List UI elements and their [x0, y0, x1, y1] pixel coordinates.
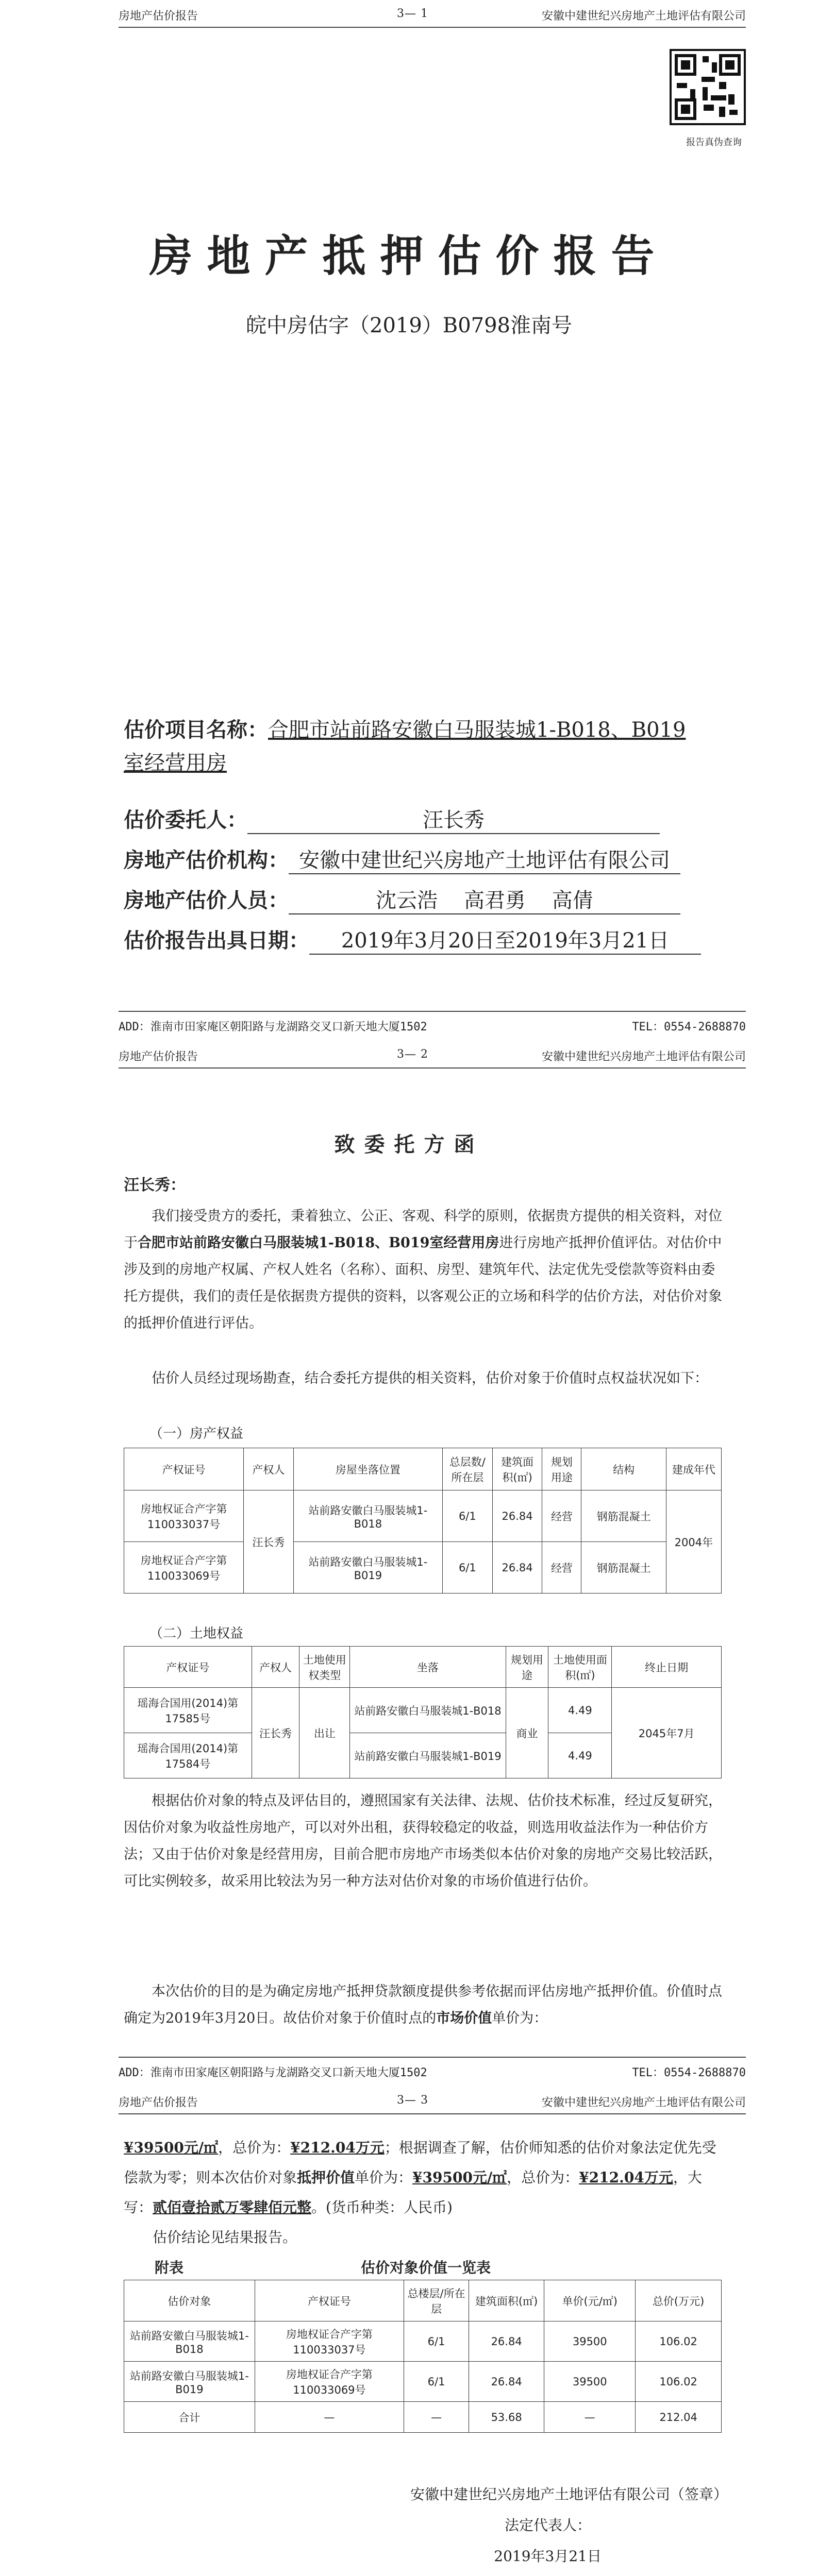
mortgage-unit-price: ¥39500元/㎡ — [412, 2169, 507, 2186]
letter-page — [0, 1041, 818, 2087]
report-date-label: 估价报告出具日期： — [124, 928, 309, 953]
agency-value: 安徽中建世纪兴房地产土地评估有限公司 — [289, 844, 680, 874]
value-summary-table: 估价对象 产权证号 总楼层/所在层 建筑面积(㎡) 单价(元/㎡) 总价(万元) 站前路安徽白马服装城1-B018 房地权证合产字第110033037号 6/1 26.84 39500 106.02 站前路安徽白马服装城1-B019 房地权证合产字第110033069号 6/1 26.84 39500 106.02 合计 — — 53.68 — 212.04 — [124, 2280, 722, 2433]
header-title: 房地产估价报告 — [119, 2096, 198, 2109]
market-value-label: 市场价值 — [436, 2010, 492, 2026]
signing-company: 安徽中建世纪兴房地产土地评估有限公司（签章） — [410, 2486, 728, 2503]
market-unit-price: ¥39500元/㎡ — [124, 2139, 219, 2156]
qr-code[interactable] — [670, 49, 746, 125]
header-title: 房地产估价报告 — [119, 1050, 198, 1063]
valuation-result-text: ¥39500元/㎡，总价为：¥212.04万元；根据调查了解，估价师知悉的估价对象法定优先受偿款为零；则本次估价对象抵押价值单价为：¥39500元/㎡，总价为：¥212.04万元，大写：贰佰壹拾贰万零肆佰元整。(货币种类：人民币) 估价结论见结果报告。 — [124, 2133, 722, 2252]
table-row: 瑶海合国用(2014)第17585号 汪长秀 出让 站前路安徽白马服装城1-B018 商业 4.49 2045年7月 — [124, 1688, 722, 1733]
client-label: 估价委托人： — [124, 808, 247, 832]
client-field — [124, 804, 660, 834]
table-row: 房地权证合产字第110033069号 站前路安徽白马服装城1-B019 6/1 26.84 经营 钢筋混凝土 — [124, 1542, 722, 1594]
result-page — [0, 2087, 818, 2576]
legal-representative: 法定代表人： — [504, 2517, 591, 2534]
appendix-label: 附表 — [155, 2259, 184, 2276]
header-page-number: 3— 2 — [397, 1048, 428, 1061]
appraisers-label: 房地产估价人员： — [124, 888, 289, 912]
appraisers-value: 沈云浩 高君勇 高倩 — [289, 884, 680, 914]
mortgage-total-price: ¥212.04万元 — [579, 2169, 673, 2186]
letter-paragraph-1: 我们接受贵方的委托，秉着独立、公正、客观、科学的原则，依据贵方提供的相关资料，对位于合肥市站前路安徽白马服装城1-B018、B019室经营用房进行房地产抵押价值评估。对估价中涉及到的房地产权属、产权人姓名（名称）、面积、房型、建筑年代、法定优先受偿款等资料由委托方提供，我们的责任是依据贵方提供的资料，以客观公正的立场和科学的估价方法，对估价对象的抵押价值进行评估。 — [124, 1208, 722, 1331]
page-footer — [119, 1011, 746, 1033]
footer-tel: TEL：0554-2688870 — [632, 1021, 746, 1033]
footer-address: ADD：淮南市田家庵区朝阳路与龙湖路交叉口新天地大厦1502 — [119, 1021, 427, 1033]
signing-date: 2019年3月21日 — [494, 2548, 602, 2565]
report-number: 皖中房估字（2019）B0798淮南号 — [246, 314, 572, 337]
letter-salutation: 汪长秀： — [124, 1176, 186, 1194]
house-rights-table: 产权证号 产权人 房屋坐落位置 总层数/所在层 建筑面积(㎡) 规划用途 结构 建成年代 房地权证合产字第110033037号 汪长秀 站前路安徽白马服装城1-B018 6/1 26.84 经营 钢筋混凝土 2004年 房地权证合产字第110033069号 站前路安徽白马服装城1-B019 6/1 26.84 经营 钢筋混凝土 — [124, 1448, 722, 1594]
letter-title: 致委托方函 — [334, 1132, 484, 1157]
qr-caption: 报告真伪查询 — [686, 137, 742, 148]
table-row: 瑶海合国用(2014)第17584号 站前路安徽白马服装城1-B019 4.49 — [124, 1733, 722, 1778]
page-header — [119, 1041, 746, 1069]
page-footer — [119, 2057, 746, 2079]
project-name-field — [124, 714, 696, 779]
header-title: 房地产估价报告 — [119, 10, 198, 23]
agency-field — [124, 844, 680, 874]
footer-address: ADD：淮南市田家庵区朝阳路与龙湖路交叉口新天地大厦1502 — [119, 2066, 427, 2079]
report-date-value: 2019年3月20日至2019年3月21日 — [309, 924, 701, 955]
cover-page — [0, 0, 818, 1041]
header-page-number: 3— 3 — [397, 2094, 428, 2107]
summary-table-title: 估价对象价值一览表 — [361, 2259, 491, 2276]
header-company: 安徽中建世纪兴房地产土地评估有限公司 — [541, 10, 746, 23]
table-row: 站前路安徽白马服装城1-B018 房地权证合产字第110033037号 6/1 26.84 39500 106.02 — [124, 2321, 722, 2362]
property-name: 合肥市站前路安徽白马服装城1-B018、B019室经营用房 — [138, 1235, 499, 1251]
section-land-rights: （二）土地权益 — [149, 1626, 244, 1641]
letter-paragraph-2: 估价人员经过现场勘查，结合委托方提供的相关资料，估价对象于价值时点权益状况如下： — [152, 1370, 708, 1386]
report-title: 房地产抵押估价报告 — [149, 230, 669, 281]
report-date-field — [124, 924, 701, 955]
header-company: 安徽中建世纪兴房地产土地评估有限公司 — [541, 1050, 746, 1063]
header-company: 安徽中建世纪兴房地产土地评估有限公司 — [541, 2096, 746, 2109]
table-total-row: 合计 — — 53.68 — 212.04 — [124, 2402, 722, 2433]
table-row: 站前路安徽白马服装城1-B019 房地权证合产字第110033069号 6/1 26.84 39500 106.02 — [124, 2362, 722, 2402]
total-in-words: 贰佰壹拾贰万零肆佰元整 — [153, 2199, 312, 2216]
appraisers-field — [124, 884, 680, 914]
project-name-label: 估价项目名称： — [124, 718, 268, 742]
client-value: 汪长秀 — [247, 804, 660, 834]
page-header — [119, 0, 746, 28]
letter-paragraph-3: 根据估价对象的特点及评估目的，遵照国家有关法律、法规、估价技术标准，经过反复研究，因估价对象为收益性房地产，可以对外出租，获得较稳定的收益，则选用收益法作为一种估价方法；又由于估价对象是经营用房，目前合肥市房地产市场类似本估价对象的房地产交易比较活跃，可比实例较多，故采用比较法为另一种方法对估价对象的市场价值进行估价。 — [124, 1793, 722, 1889]
mortgage-value-label: 抵押价值 — [297, 2169, 355, 2186]
project-name-value: 合肥市站前路安徽白马服装城1-B018、B019室经营用房 — [124, 718, 686, 775]
table-row: 房地权证合产字第110033037号 汪长秀 站前路安徽白马服装城1-B018 6/1 26.84 经营 钢筋混凝土 2004年 — [124, 1490, 722, 1542]
header-page-number: 3— 1 — [397, 7, 428, 20]
land-rights-table: 产权证号 产权人 土地使用权类型 坐落 规划用途 土地使用面积(㎡) 终止日期 瑶海合国用(2014)第17585号 汪长秀 出让 站前路安徽白马服装城1-B018 商业 4.49 2045年7月 瑶海合国用(2014)第17584号 站前路安徽白马服装城1-B019 4.49 — [124, 1646, 722, 1778]
market-total-price: ¥212.04万元 — [290, 2139, 385, 2156]
page-header — [119, 2087, 746, 2114]
footer-tel: TEL：0554-2688870 — [632, 2066, 746, 2079]
agency-label: 房地产估价机构： — [124, 848, 289, 872]
letter-paragraph-4: 本次估价的目的是为确定房地产抵押贷款额度提供参考依据而评估房地产抵押价值。价值时点确定为2019年3月20日。故估价对象于价值时点的市场价值单价为： — [124, 1984, 722, 2026]
section-house-rights: （一）房产权益 — [149, 1426, 244, 1442]
conclusion-note: 估价结论见结果报告。 — [153, 2229, 297, 2246]
